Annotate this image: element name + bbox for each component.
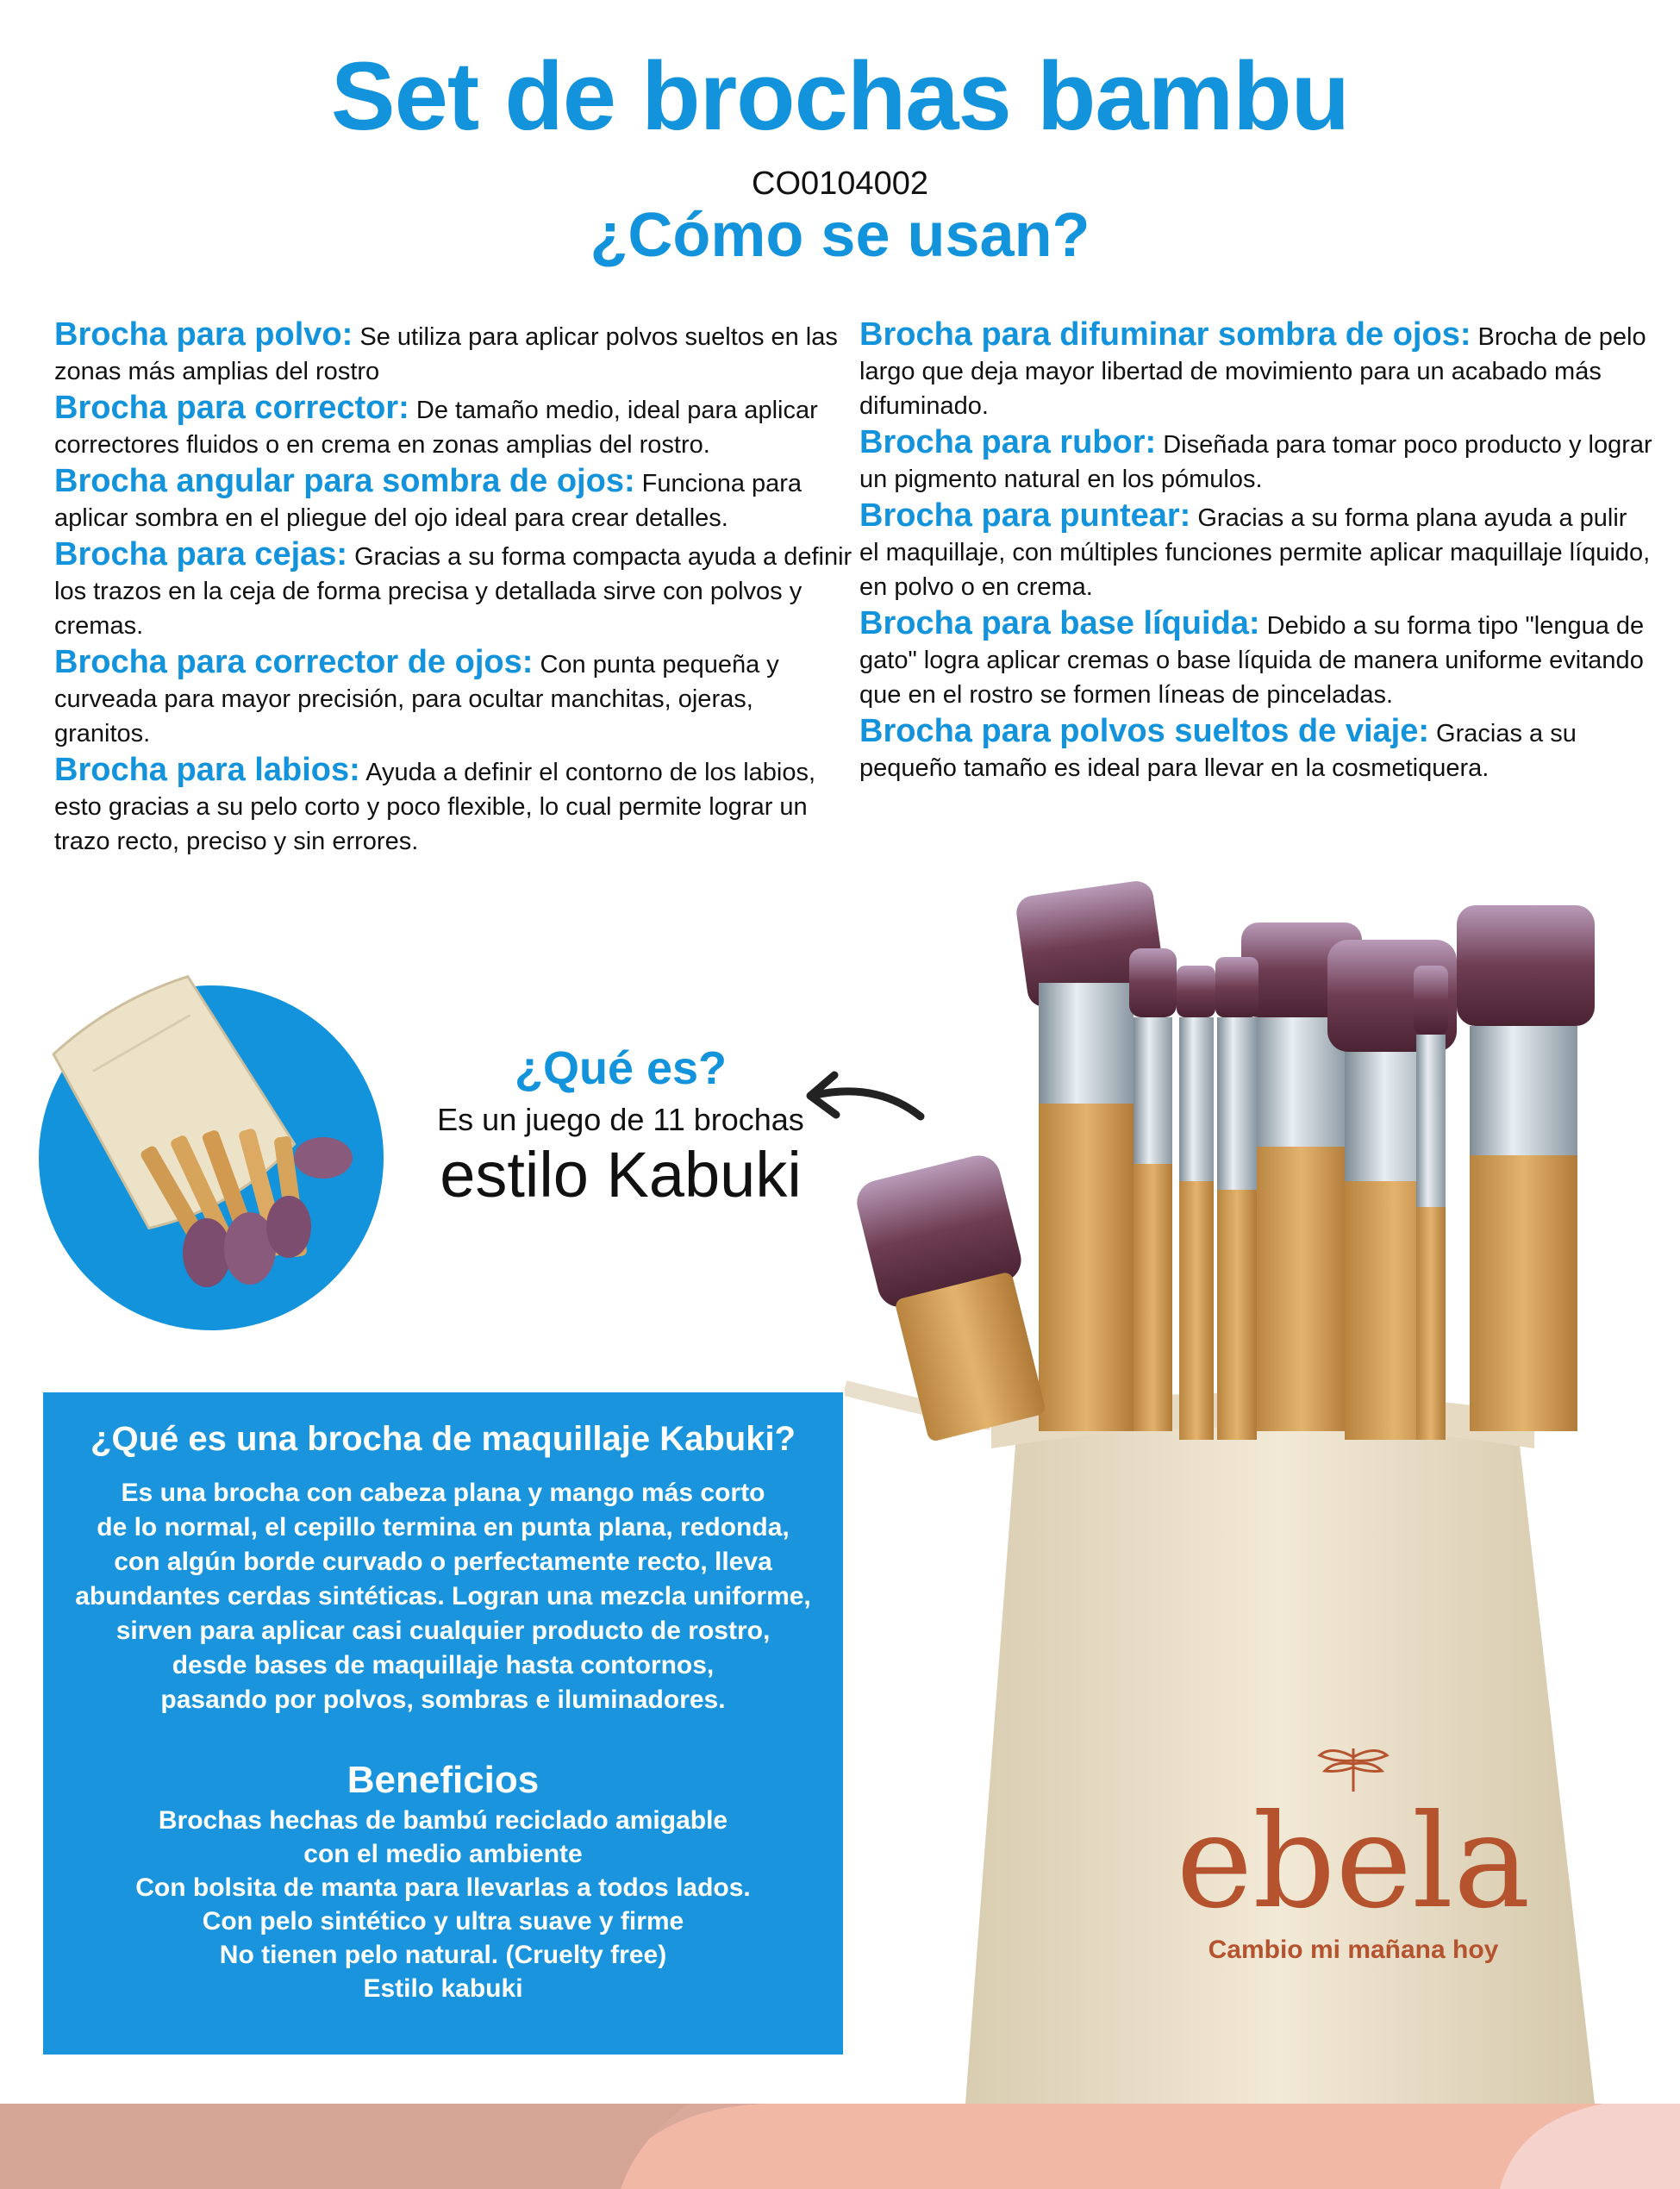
brush-description: Gracias a su forma compacta ayuda a definir los trazos en la ceja de forma precisa y detallada sirve con polvos y cremas.	[54, 543, 852, 640]
benefit-line: No tienen pelo natural. (Cruelty free)	[219, 1941, 667, 1969]
section-heading-usage: ¿Cómo se usan?	[590, 201, 1090, 270]
description-line: pasando por polvos, sombras e iluminadores.	[160, 1686, 726, 1714]
brush-term: Brocha para difuminar sombra de ojos:	[859, 316, 1471, 353]
brush-description: Con punta pequeña y curveada para mayor precisión, para ocultar manchitas, ojeras, granitos.	[54, 651, 779, 747]
brand-logo	[1146, 1742, 1560, 1965]
brush-term: Brocha para polvo:	[54, 316, 353, 353]
list-item	[54, 391, 856, 462]
benefits-heading: Beneficios	[347, 1759, 540, 1801]
benefit-line: con el medio ambiente	[303, 1840, 583, 1868]
list-item	[54, 317, 856, 389]
pouch-with-brushes-image	[39, 968, 401, 1330]
list-item	[54, 464, 856, 535]
info-box-description	[43, 1476, 843, 1717]
brush-description: Gracias a su pequeño tamaño es ideal para llevar en la cosmetiquera.	[859, 720, 1577, 782]
description-line: abundantes cerdas sintéticas. Logran una mezcla uniforme,	[75, 1582, 811, 1610]
brush-description: Debido a su forma tipo "lengua de gato" logra aplicar cremas o base líquida de manera uniforme evitando que en el rostro se formen líneas de pinceladas.	[859, 612, 1645, 709]
brush-description: Se utiliza para aplicar polvos sueltos en las zonas más amplias del rostro	[54, 323, 838, 385]
brand-tagline: Cambio mi mañana hoy	[1208, 1936, 1499, 1964]
brush-term: Brocha para corrector:	[54, 390, 409, 426]
description-line: con algún borde curvado o perfectamente recto, lleva	[114, 1548, 772, 1576]
brush-term: Brocha para labios:	[54, 752, 360, 788]
brush-term: Brocha para base líquida:	[859, 605, 1260, 641]
callout-line-2: estilo Kabuki	[440, 1139, 802, 1210]
callout-heading: ¿Qué es?	[514, 1042, 728, 1094]
list-item	[859, 498, 1652, 604]
info-box-heading: ¿Qué es una brocha de maquillaje Kabuki?	[91, 1420, 796, 1458]
usage-list-left	[54, 317, 856, 860]
callout-line-1: Es un juego de 11 brochas	[437, 1102, 804, 1137]
product-thumbnail-circle	[39, 985, 384, 1330]
brush-description: Funciona para aplicar sombra en el pliegue del ojo ideal para crear detalles.	[54, 470, 803, 532]
list-item	[859, 714, 1652, 785]
brush-term: Brocha para cejas:	[54, 536, 348, 572]
list-item	[54, 645, 856, 751]
brush-description: Brocha de pelo largo que deja mayor libertad de movimiento para un acabado más difuminado.	[859, 323, 1646, 420]
brush-term: Brocha para polvos sueltos de viaje:	[859, 713, 1429, 749]
benefits-list	[43, 1804, 843, 2005]
benefit-line: Con bolsita de manta para llevarlas a todos lados.	[135, 1873, 751, 1902]
decorative-footer-shapes	[0, 2104, 1680, 2189]
list-item	[54, 753, 856, 859]
description-line: Es una brocha con cabeza plana y mango más corto	[121, 1479, 765, 1507]
benefit-line: Con pelo sintético y ultra suave y firme	[202, 1907, 684, 1936]
footer-band	[0, 2104, 1680, 2189]
brush-description: Gracias a su forma plana ayuda a pulir el maquillaje, con múltiples funciones permite aplicar maquillaje líquido, en polvo o en crema.	[859, 504, 1651, 601]
brush-term: Brocha para corrector de ojos:	[54, 644, 534, 680]
usage-list-right	[859, 317, 1652, 787]
description-line: desde bases de maquillaje hasta contornos,	[172, 1651, 715, 1679]
page-title: Set de brochas bambu	[330, 42, 1350, 150]
brush-term: Brocha angular para sombra de ojos:	[54, 463, 635, 499]
description-line: sirven para aplicar casi cualquier producto de rostro,	[116, 1617, 771, 1645]
benefit-line: Brochas hechas de bambú reciclado amigable	[158, 1806, 728, 1835]
brush-description: Diseñada para tomar poco producto y lograr un pigmento natural en los pómulos.	[859, 431, 1652, 493]
brush-description: De tamaño medio, ideal para aplicar correctores fluidos o en crema en zonas amplias del rostro.	[54, 397, 818, 459]
brush-description: Ayuda a definir el contorno de los labios, esto gracias a su pelo corto y poco flexible, lo cual permite lograr un trazo recto, preciso y sin errores.	[54, 759, 816, 855]
description-line: de lo normal, el cepillo termina en punta plana, redonda,	[97, 1513, 790, 1542]
dragonfly-logo-icon	[1315, 1742, 1392, 1793]
list-item	[859, 317, 1652, 423]
brush-term: Brocha para puntear:	[859, 497, 1191, 534]
brush-term: Brocha para rubor:	[859, 424, 1157, 460]
benefit-line: Estilo kabuki	[363, 1974, 523, 2003]
list-item	[859, 425, 1652, 497]
list-item	[54, 537, 856, 643]
info-box	[43, 1392, 843, 2055]
brand-name: ebela	[1176, 1787, 1531, 1937]
product-code: CO0104002	[752, 166, 928, 202]
list-item	[859, 606, 1652, 712]
